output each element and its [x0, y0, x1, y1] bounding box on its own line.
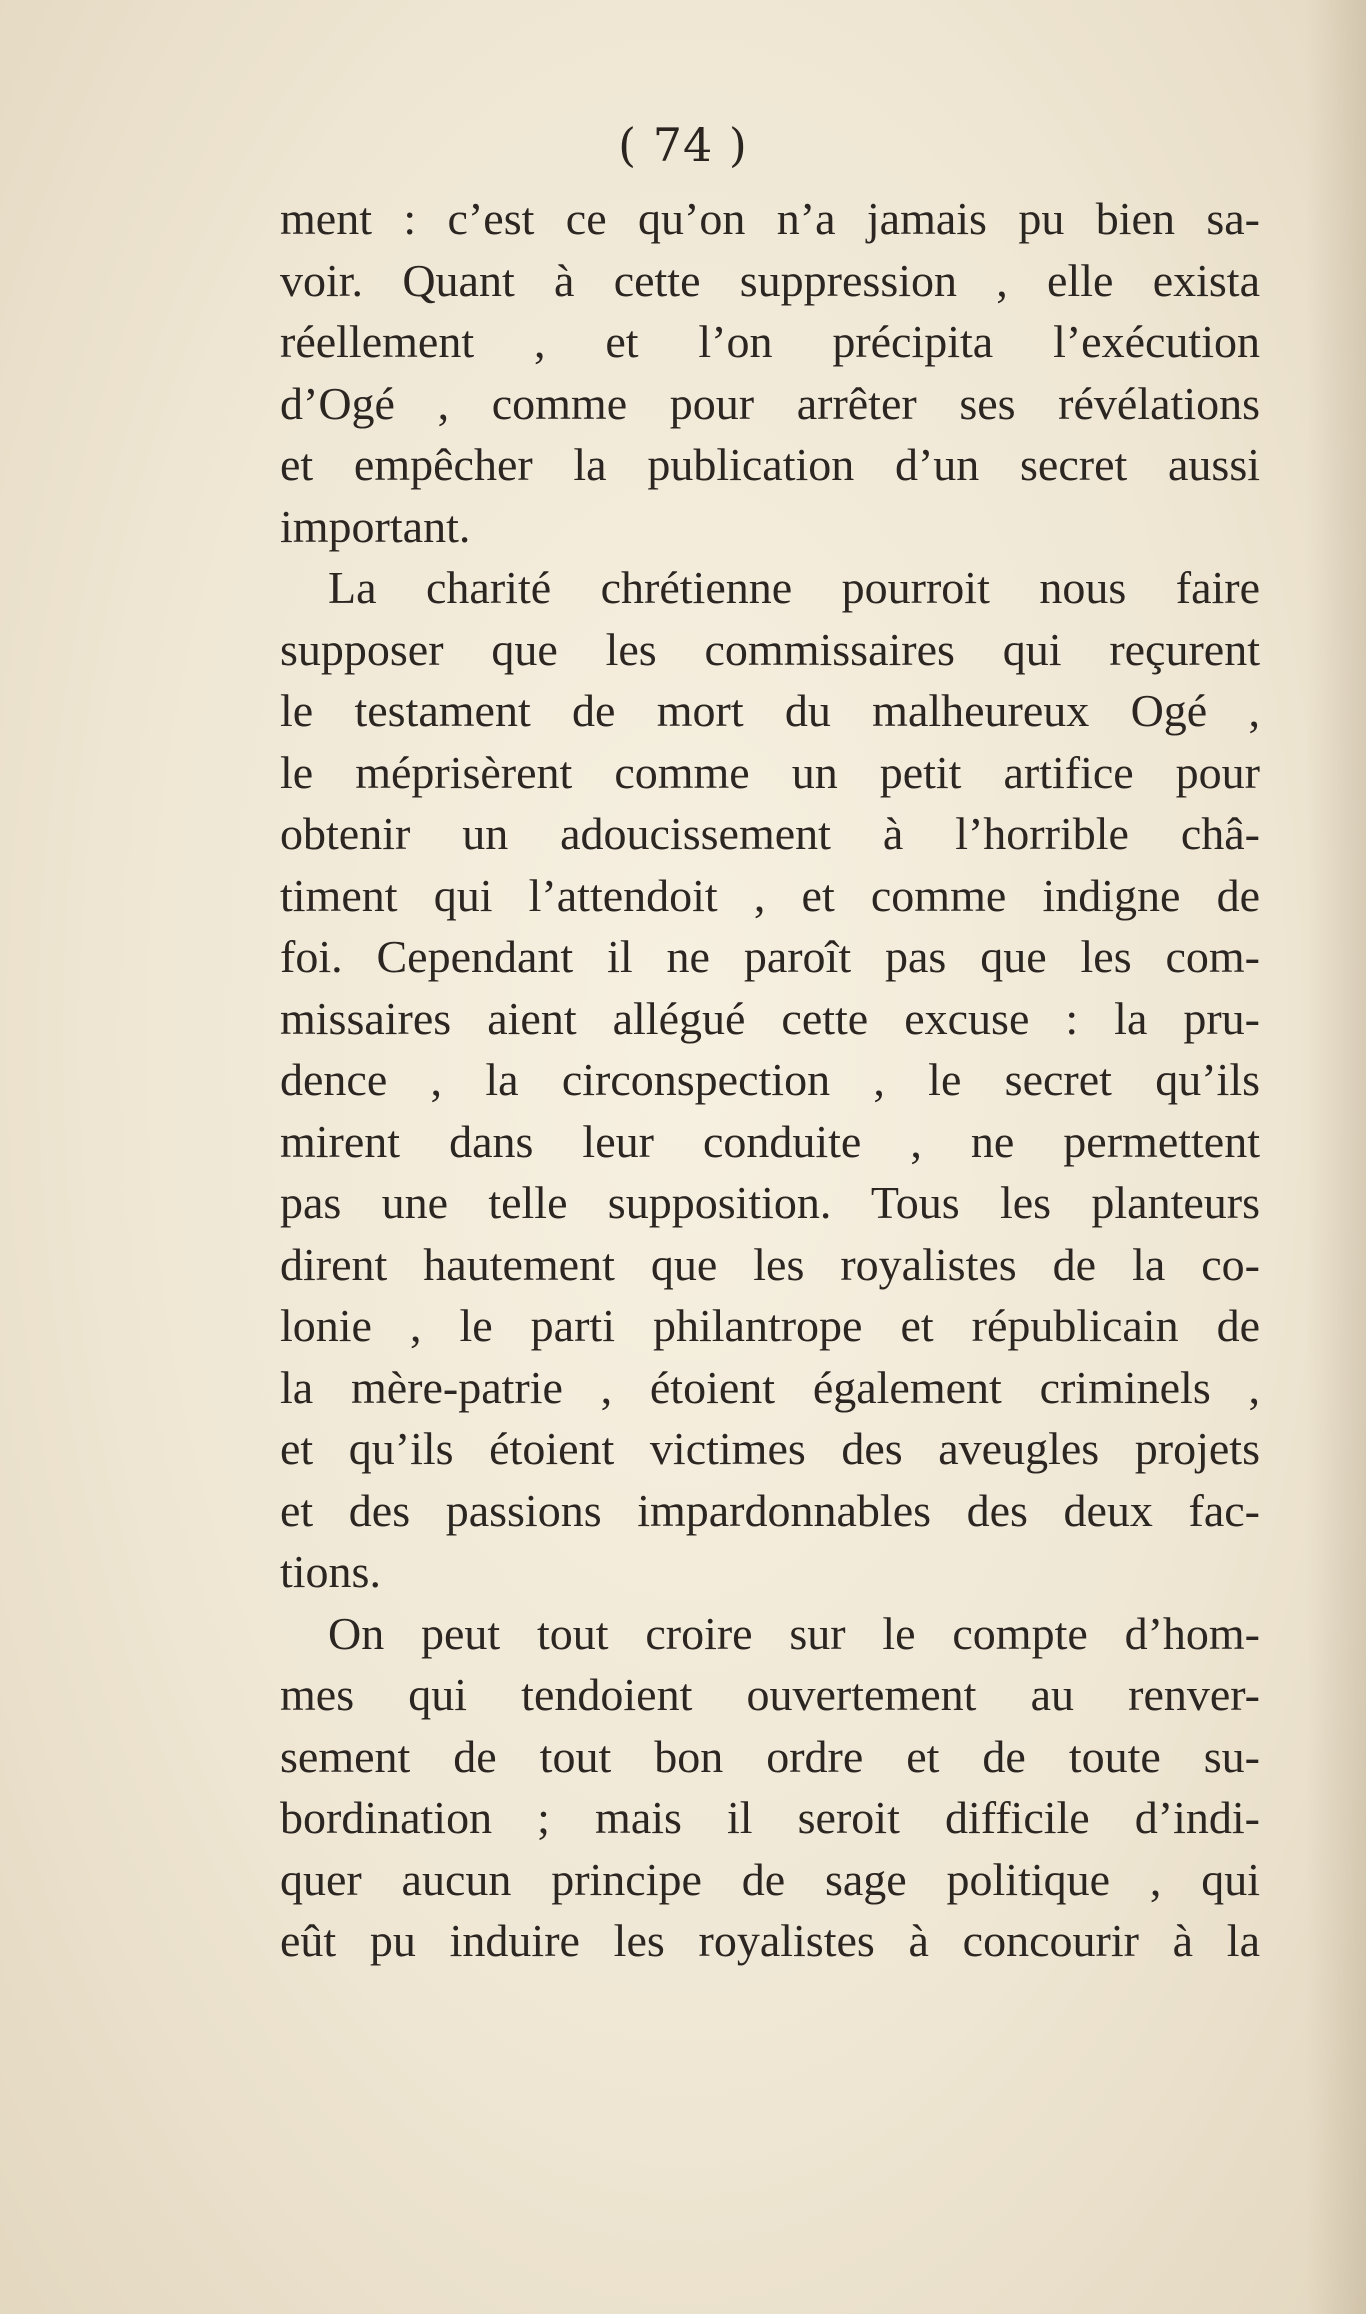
text-line: voir. Quant à cette suppression , elle exista	[280, 254, 1260, 306]
text-line: missaires aient allégué cette excuse : la pru-	[280, 992, 1260, 1044]
text-line: La charité chrétienne pourroit nous faire	[328, 562, 1260, 613]
text-line: important.	[280, 500, 471, 552]
text-line: eût pu induire les royalistes à concourir à la	[280, 1915, 1260, 1966]
text-line: d’Ogé , comme pour arrêter ses révélations	[280, 377, 1260, 429]
text-line: dence , la circonspection , le secret qu’ils	[280, 1054, 1260, 1105]
text-line: sement de tout bon ordre et de toute su-	[280, 1730, 1260, 1782]
text-line: dirent hautement que les royalistes de la co-	[280, 1238, 1260, 1290]
text-line: supposer que les commissaires qui reçurent	[280, 623, 1260, 675]
text-line: ment : c’est ce qu’on n’a jamais pu bien sa-	[280, 193, 1260, 244]
text-line: foi. Cependant il ne paroît pas que les com-	[280, 931, 1260, 982]
text-line: On peut tout croire sur le compte d’hom-	[328, 1607, 1260, 1659]
text-line: mirent dans leur conduite , ne permettent	[280, 1115, 1260, 1167]
text-line: le méprisèrent comme un petit artifice pour	[280, 746, 1260, 798]
body-text	[280, 188, 1260, 1972]
text-line: obtenir un adoucissement à l’horrible châ-	[280, 808, 1260, 859]
page-edge-shadow	[1306, 0, 1366, 2314]
text-line: lonie , le parti philantrope et républicain de	[280, 1300, 1260, 1351]
text-line: réellement , et l’on précipita l’exécution	[280, 316, 1260, 367]
page-number: ( 74 )	[618, 118, 748, 172]
text-line: tions.	[280, 1546, 381, 1597]
text-line: et des passions impardonnables des deux fac-	[280, 1484, 1260, 1536]
text-line: et qu’ils étoient victimes des aveugles projets	[280, 1423, 1260, 1474]
text-line: mes qui tendoient ouvertement au renver-	[280, 1669, 1260, 1720]
text-line: le testament de mort du malheureux Ogé ,	[280, 685, 1260, 736]
text-line: quer aucun principe de sage politique , qui	[280, 1853, 1260, 1905]
text-line: timent qui l’attendoit , et comme indigne de	[280, 869, 1260, 921]
text-line: la mère-patrie , étoient également criminels ,	[280, 1361, 1260, 1413]
text-line: pas une telle supposition. Tous les planteurs	[280, 1177, 1260, 1228]
text-line: et empêcher la publication d’un secret aussi	[280, 439, 1260, 490]
text-line: bordination ; mais il seroit difficile d’indi-	[280, 1792, 1260, 1843]
